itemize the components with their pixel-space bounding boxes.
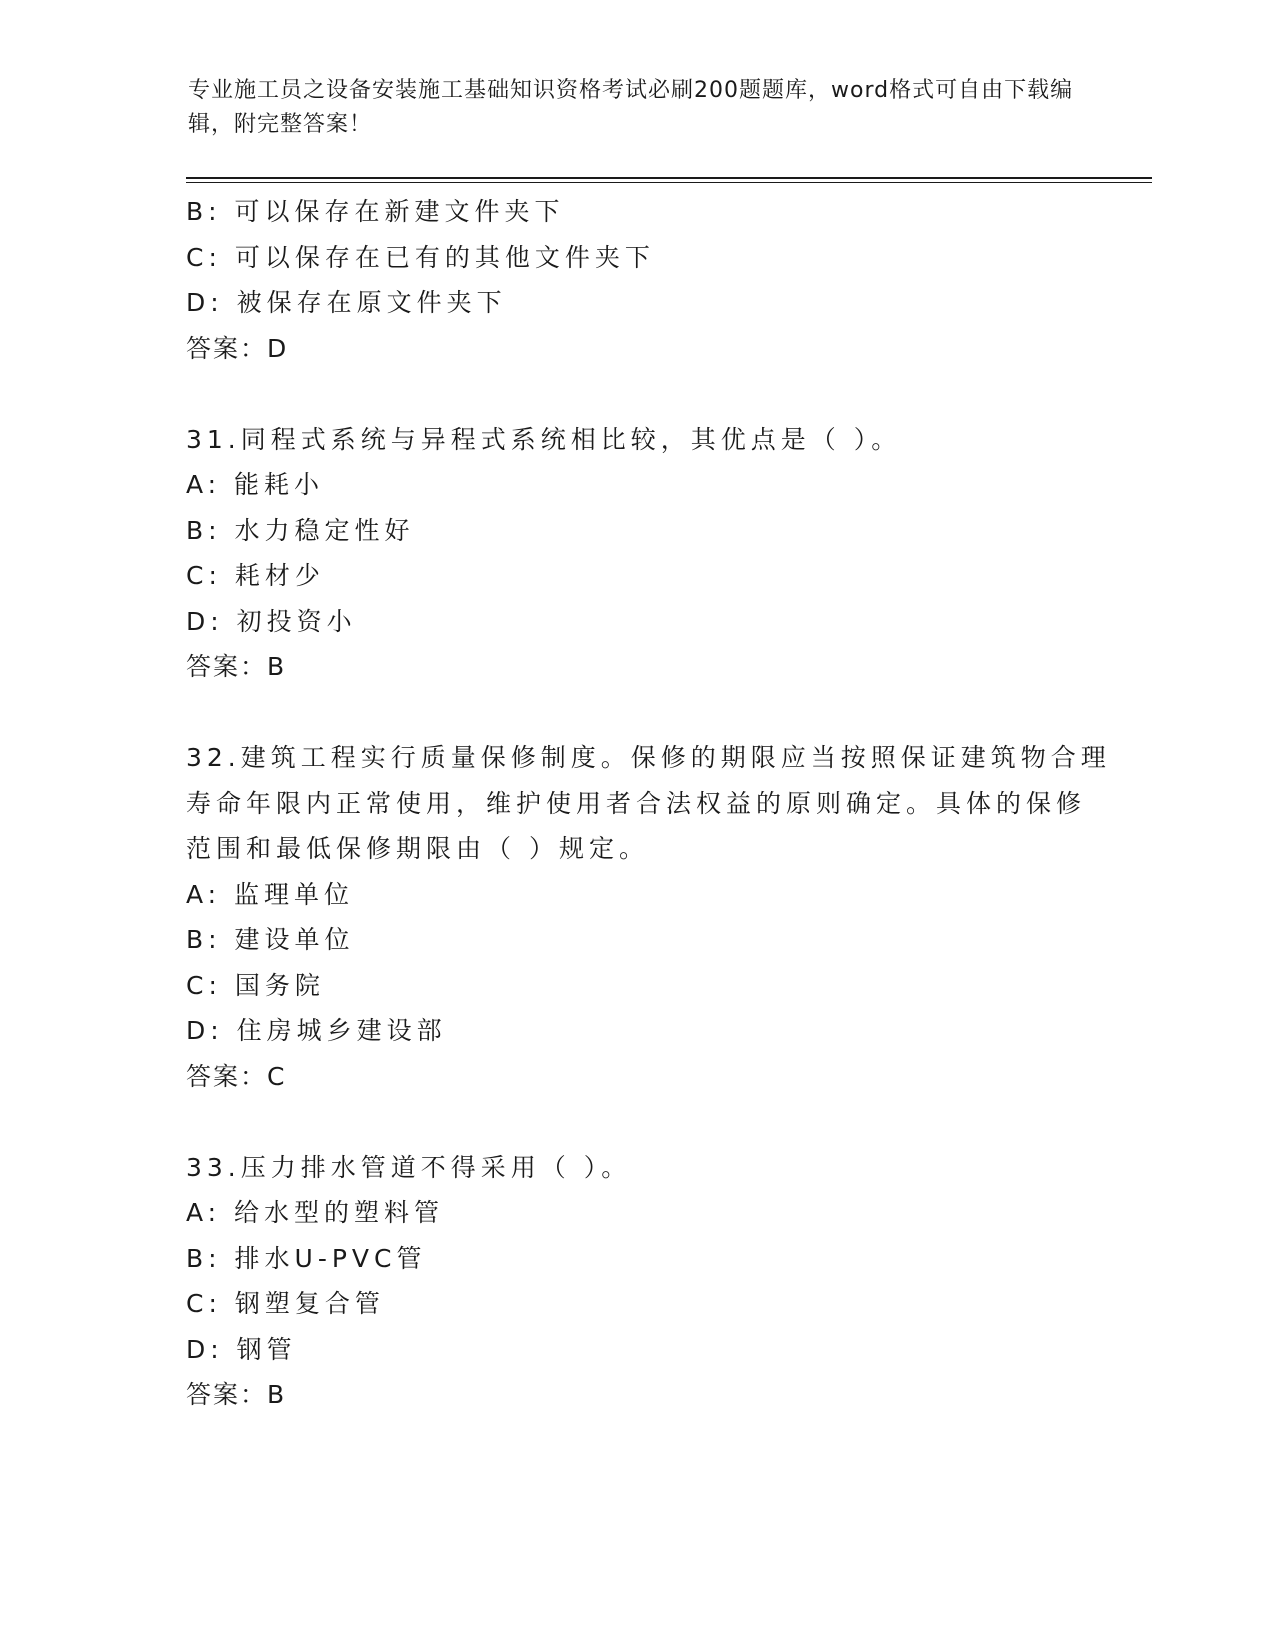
- question-stem-line: 范围和最低保修期限由（ ）规定。: [186, 834, 649, 863]
- question-stem: 33.压力排水管道不得采用（ ）。: [186, 1152, 632, 1182]
- option-d: D: 住房城乡建设部: [186, 1016, 447, 1045]
- spacer: [186, 1099, 1086, 1145]
- option-d: D: 初投资小: [186, 606, 357, 636]
- answer-line: 答案：C: [186, 1061, 287, 1091]
- option-b: B: 建设单位: [186, 925, 355, 954]
- option-a: A: 给水型的塑料管: [186, 1198, 445, 1227]
- question-stem: 31.同程式系统与异程式系统相比较，其优点是（ ）。: [186, 424, 902, 454]
- option-b: B: 水力稳定性好: [186, 515, 415, 545]
- header-divider: [186, 177, 1152, 179]
- question-stem-line: 32.建筑工程实行质量保修制度。保修的期限应当按照保证建筑物合理: [186, 743, 1111, 772]
- option-c: C: 可以保存在已有的其他文件夹下: [186, 242, 655, 272]
- option-d: D: 钢管: [186, 1334, 297, 1364]
- question-list: [186, 189, 1111, 1418]
- document-header: 专业施工员之设备安装施工基础知识资格考试必刷200题题库，word格式可自由下载编辑，附完整答案！: [188, 78, 1074, 137]
- option-d: D: 被保存在原文件夹下: [186, 288, 507, 317]
- question-stem-line: 寿命年限内正常使用，维护使用者合法权益的原则确定。具体的保修: [186, 788, 1087, 818]
- option-b: B: 排水U-PVC管: [186, 1243, 427, 1273]
- answer-line: 答案：B: [186, 1380, 287, 1409]
- spacer: [186, 371, 1086, 417]
- option-c: C: 钢塑复合管: [186, 1289, 385, 1318]
- option-c: C: 耗材少: [186, 561, 325, 590]
- option-a: A: 监理单位: [186, 879, 355, 909]
- answer-line: 答案：D: [186, 333, 289, 363]
- answer-line: 答案：B: [186, 652, 287, 681]
- option-a: A: 能耗小: [186, 470, 325, 499]
- header-divider-thin: [186, 182, 1152, 183]
- option-b: B: 可以保存在新建文件夹下: [186, 197, 565, 226]
- option-c: C: 国务院: [186, 970, 325, 1000]
- spacer: [186, 690, 1086, 736]
